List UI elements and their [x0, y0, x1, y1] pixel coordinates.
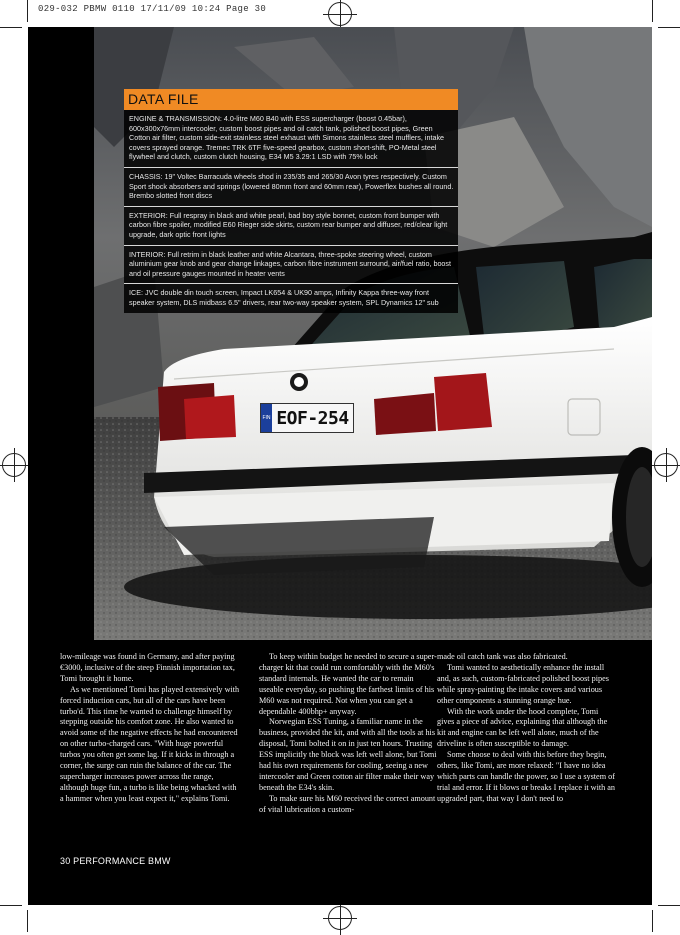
paragraph: Tomi wanted to aesthetically enhance the install and, as such, custom-fabricated polished boost pipes while spray-painting the intake covers and various other components a stunning orange hue. [437, 662, 609, 705]
plate-country: FIN [261, 404, 272, 432]
paragraph: As we mentioned Tomi has played extensively with forced induction cars, but all of the cars have been turbo'd. This time he wanted to challenge himself by stepping outside his comfort zone. He also wanted to avoid some of the negative effects he had encountered on other turbo-charged cars. "With huge powerful turbos you often get some lag. If it kicks in through a corner, the surge can ruin the balance of the car. The supercharger increases power across the range, although huge fun, a turbo is like being whacked with a hammer when you least expect it," explains Tomi. [60, 684, 240, 803]
registration-mark-top [328, 2, 352, 26]
crop-mark [658, 27, 680, 28]
paragraph: To keep within budget he needed to secure a super-charger kit that could run comfortably with the M60's standard internals. He wanted the car to remain useable everyday, so pushing the farthest limits of his M60 was not required. Not when you can get a dependable 400bhp+ anyway. [259, 652, 437, 716]
paragraph: With the work under the hood complete, Tomi gives a piece of advice, explaining that although the kit and engine can be left well alone, much of the driveline is often susceptible to damage. [437, 706, 608, 749]
registration-mark-right [654, 453, 678, 477]
registration-mark-bottom [328, 906, 352, 930]
page-folio: 30 PERFORMANCE BMW [60, 856, 171, 866]
licence-plate [260, 403, 354, 433]
data-file-exterior: EXTERIOR: Full respray in black and white pearl, bad boy style bonnet, custom front bumper with carbon fibre spoiler, modified E60 Rieger side skirts, custom rear bumper and diffuser, red/clear light upgrade, dark optic front lights [124, 207, 458, 246]
data-file-interior: INTERIOR: Full retrim in black leather and white Alcantara, three-spoke steering wheel, custom aluminium gear knob and gear change linkages, carbon fibre instrument surround, air/fuel ratio, boost and oil pressure gauges mounted in heater vents [124, 246, 458, 285]
print-slug: 029-032 PBMW 0110 17/11/09 10:24 Page 30 [38, 4, 267, 14]
registration-mark-left [2, 453, 26, 477]
crop-mark [652, 910, 653, 932]
magazine-page [28, 27, 652, 905]
paragraph: low-mileage was found in Germany, and after paying €3000, inclusive of the steep Finnish importation tax, Tomi brought it home. [60, 652, 235, 683]
plate-number: EOF-254 [276, 407, 349, 429]
article-column-2 [259, 652, 439, 816]
data-file-title: DATA FILE [124, 89, 458, 110]
article-column-3 [437, 652, 617, 805]
paragraph: Norwegian ESS Tuning, a familiar name in the business, provided the kit, and with all the tools at his disposal, Tomi bolted it on in just ten hours. Trusting ESS implicitly the block was left well alone, but Tomi had his own requirements for cooling, seeing a new intercooler and Green cotton air filter make their way beneath the E34's skin. [259, 717, 437, 792]
data-file-engine: ENGINE & TRANSMISSION: 4.0-litre M60 B40 with ESS supercharger (boost 0.45bar), 600x300x76mm intercooler, custom boost pipes and oil catch tank, polished boost pipes, Green Cotton air filter, custom side-exit stainless steel exhaust with Simons stainless steel mufflers, intake covers sprayed orange. Tremec TRK 6TF five-speed gearbox, custom short-shift, PO-Metal steel flywheel and clutch, custom clutch housing, E34 M5 3.29:1 LSD with 75% lock [124, 110, 458, 168]
crop-mark [652, 0, 653, 22]
data-file-panel [124, 89, 458, 313]
data-file-ice: ICE: JVC double din touch screen, Impact LK654 & UK90 amps, Infinity Kappa three-way front speaker system, DLS midbass 6.5" drivers, rear two-way speaker system, SPL Dynamics 12" sub [129, 288, 439, 307]
crop-mark [0, 27, 22, 28]
paragraph: Some choose to deal with this before they begin, others, like Tomi, are more relaxed: "I have no idea which parts can handle the power, so I use a system of trial and error. If it blows or breaks I replace it with an upgraded part, that way I don't need to [437, 750, 616, 803]
crop-mark [27, 910, 28, 932]
data-file-chassis: CHASSIS: 19" Voltec Barracuda wheels shod in 235/35 and 265/30 Avon tyres respectively. Custom Sport shock absorbers and springs (lowered 80mm front and 60mm rear), Powerflex bushes all round. Brembo slotted front discs [124, 168, 458, 207]
crop-mark [0, 905, 22, 906]
paragraph: made oil catch tank was also fabricated. [437, 652, 568, 661]
paragraph: To make sure his M60 received the correct amount of vital lubrication a custom- [259, 793, 436, 814]
article-column-1 [60, 652, 240, 805]
crop-mark [658, 905, 680, 906]
crop-mark [27, 0, 28, 22]
